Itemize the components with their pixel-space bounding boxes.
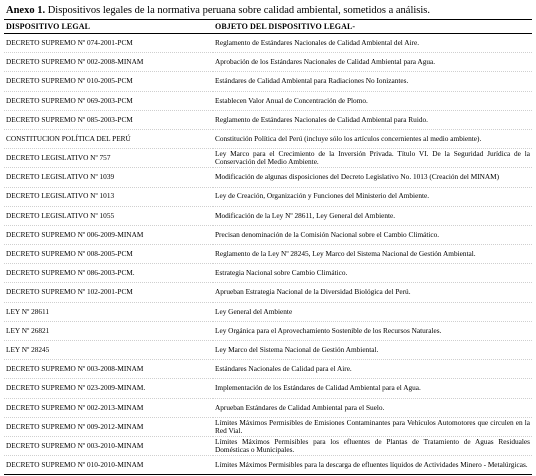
table-row (4, 187, 532, 206)
object-cell: Límites Máximos Permisibles para la descarga de efluentes líquidos de Actividades Minero - Metalúrgicas. (213, 456, 532, 475)
object-cell: Estrategia Nacional sobre Cambio Climático. (213, 264, 532, 283)
legal-device-cell: DECRETO SUPREMO Nº 008-2005-PCM (4, 245, 213, 264)
legal-device-cell: LEY Nº 28245 (4, 341, 213, 360)
legal-device-cell: DECRETO SUPREMO Nº 023-2009-MINAM. (4, 379, 213, 398)
object-cell: Implementación de los Estándares de Calidad Ambiental para el Agua. (213, 379, 532, 398)
legal-device-cell: LEY Nº 28611 (4, 302, 213, 321)
object-cell: Ley Orgánica para el Aprovechamiento Sostenible de los Recursos Naturales. (213, 321, 532, 340)
table-header (4, 20, 532, 34)
header-row (4, 20, 532, 34)
object-cell: Reglamento de Estándares Nacionales de Calidad Ambiental para Ruido. (213, 110, 532, 129)
object-cell: Reglamento de la Ley Nº 28245, Ley Marco del Sistema Nacional de Gestión Ambiental. (213, 245, 532, 264)
legal-device-cell: DECRETO SUPREMO Nº 002-2008-MINAM (4, 53, 213, 72)
table-caption (6, 4, 532, 17)
table-row (4, 225, 532, 244)
table-row (4, 149, 532, 168)
table-row (4, 456, 532, 475)
object-cell: Ley Marco para el Crecimiento de la Inversión Privada. Título VI. De la Seguridad Jurídica de la Conservación del Medio Ambiente. (215, 149, 530, 167)
legal-devices-table (4, 19, 532, 475)
legal-device-cell: DECRETO SUPREMO Nº 003-2010-MINAM (4, 436, 213, 455)
legal-device-cell: DECRETO SUPREMO Nº 006-2009-MINAM (4, 225, 213, 244)
legal-device-cell: DECRETO SUPREMO Nº 069-2003-PCM (4, 91, 213, 110)
legal-device-cell: DECRETO SUPREMO Nº 074-2001-PCM (4, 34, 213, 53)
object-cell: Ley General del Ambiente (213, 302, 532, 321)
object-cell: Límites Máximos Permisibles para los efluentes de Plantas de Tratamiento de Aguas Residuales Domésticas o Municipales. (215, 436, 530, 455)
table-row (4, 245, 532, 264)
caption-label: Anexo 1. (6, 5, 46, 16)
object-cell: Aprobación de los Estándares Nacionales de Calidad Ambiental para Agua. (213, 53, 532, 72)
table-row (4, 110, 532, 129)
object-cell: Reglamento de Estándares Nacionales de Calidad Ambiental del Aire. (213, 34, 532, 53)
object-cell: Modificación de algunas disposiciones del Decreto Legislativo No. 1013 (Creación del MINAM) (213, 168, 532, 187)
object-cell: Ley Marco del Sistema Nacional de Gestión Ambiental. (213, 341, 532, 360)
legal-device-cell: DECRETO SUPREMO Nº 002-2013-MINAM (4, 398, 213, 417)
table-row (4, 341, 532, 360)
object-cell: Estándares Nacionales de Calidad para el Aire. (213, 360, 532, 379)
table-row (4, 321, 532, 340)
legal-device-cell: DECRETO SUPREMO Nº 086-2003-PCM. (4, 264, 213, 283)
object-cell: Ley de Creación, Organización y Funciones del Ministerio del Ambiente. (213, 187, 532, 206)
header-legal-device: DISPOSITIVO LEGAL (4, 20, 213, 34)
caption-text: Dispositivos legales de la normativa peruana sobre calidad ambiental, sometidos a análisis. (45, 5, 430, 16)
table-row (4, 283, 532, 302)
legal-device-cell: DECRETO SUPREMO Nº 010-2010-MINAM (4, 456, 213, 475)
legal-device-cell: CONSTITUCION POLÍTICA DEL PERÚ (4, 129, 213, 148)
table-row (4, 72, 532, 91)
legal-device-cell: DECRETO SUPREMO Nº 085-2003-PCM (4, 110, 213, 129)
object-cell: Estándares de Calidad Ambiental para Radiaciones No Ionizantes. (213, 72, 532, 91)
legal-device-cell: DECRETO SUPREMO Nº 010-2005-PCM (4, 72, 213, 91)
legal-device-cell: DECRETO LEGISLATIVO Nº 1055 (4, 206, 213, 225)
object-cell: Límites Máximos Permisibles de Emisiones Contaminantes para Vehículos Automotores que circulen en la Red Vial. (215, 417, 530, 435)
table-row (4, 34, 532, 53)
legal-device-cell: DECRETO SUPREMO Nº 003-2008-MINAM (4, 360, 213, 379)
table-row (4, 129, 532, 148)
object-cell: Establecen Valor Anual de Concentración de Plomo. (213, 91, 532, 110)
table-row (4, 417, 532, 436)
table-row (4, 436, 532, 455)
table-row (4, 302, 532, 321)
legal-device-cell: DECRETO LEGISLATIVO Nº 1013 (4, 187, 213, 206)
table-row (4, 91, 532, 110)
legal-device-cell: DECRETO SUPREMO Nº 102-2001-PCM (4, 283, 213, 302)
table-row (4, 168, 532, 187)
legal-device-cell: DECRETO LEGISLATIVO Nº 757 (4, 149, 213, 168)
table-row (4, 53, 532, 72)
table-row (4, 264, 532, 283)
object-cell: Constitución Política del Perú (incluye sólo los artículos concernientes al medio ambiente). (213, 129, 532, 148)
object-cell: Aprueban Estándares de Calidad Ambiental para el Suelo. (213, 398, 532, 417)
table-row (4, 379, 532, 398)
object-cell: Aprueban Estrategia Nacional de la Diversidad Biológica del Perú. (213, 283, 532, 302)
object-cell: Precisan denominación de la Comisión Nacional sobre el Cambio Climático. (213, 225, 532, 244)
legal-device-cell: DECRETO LEGISLATIVO Nº 1039 (4, 168, 213, 187)
legal-device-cell: DECRETO SUPREMO Nº 009-2012-MINAM (4, 417, 213, 436)
table-row (4, 398, 532, 417)
header-object: OBJETO DEL DISPOSITIVO LEGAL- (213, 20, 532, 34)
object-cell: Modificación de la Ley Nº 28611, Ley General del Ambiente. (213, 206, 532, 225)
table-body (4, 34, 532, 475)
table-row (4, 360, 532, 379)
legal-device-cell: LEY Nº 26821 (4, 321, 213, 340)
table-row (4, 206, 532, 225)
